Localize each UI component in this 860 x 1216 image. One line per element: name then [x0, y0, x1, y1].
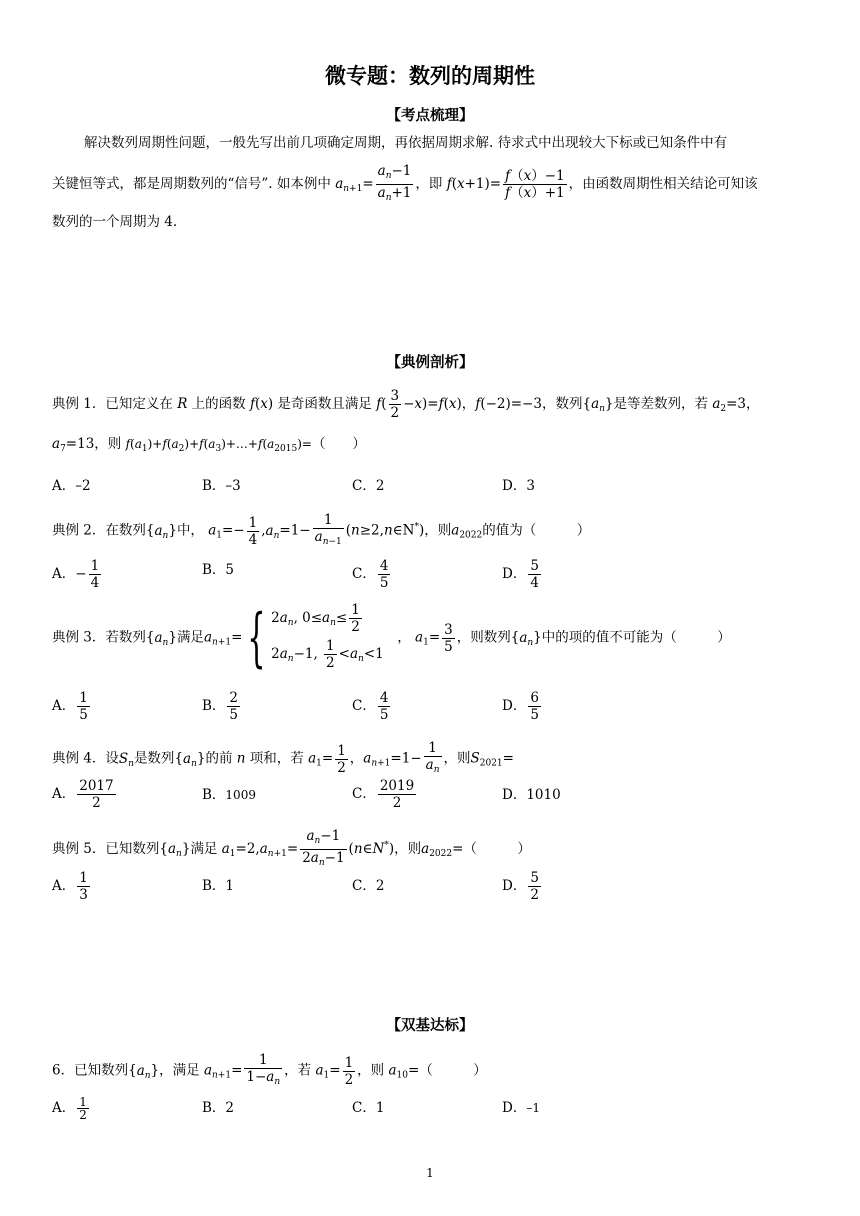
section-heading-shuangji: 【双基达标】	[386, 1017, 474, 1034]
problem-5-option-a: A． $\frac{1}{3}$	[52, 870, 88, 903]
problem-1-option-a: A．–2	[52, 478, 91, 494]
problem-2-option-a: A．− $\frac{1}{4}$	[52, 558, 100, 591]
problem-5-option-b: B．1	[202, 878, 235, 894]
kaodian-line-1: 解决数列周期性问题，一般先写出前几项确定周期，再依据周期求解. 待求式中出现较大下标或已知条件中有	[84, 135, 728, 151]
problem-5-option-c: C．2	[352, 878, 385, 894]
problem-1-line-2: $a_7=13$，则 $f(a_1)+f(a_2)+f(a_3)+\dots+f(a_{2015})=$（ ）	[52, 436, 366, 454]
problem-6-option-a: A． $\frac{1}{2}$	[52, 1095, 87, 1122]
problem-4-option-c: C． $\frac{2019}{2}$	[352, 778, 415, 811]
problem-2-option-d: D． $\frac{5}{4}$	[502, 558, 539, 591]
kaodian-line-3: 数列的一个周期为 4.	[52, 214, 178, 230]
problem-3-stem: 典例 3．若数列$\{a_n\}$满足$a_{n+1}=${ $2a_n$, $0\le a_n\le$ $\frac{1}{2}$ $2a_n-1$, $\frac{1}{2}$ $<a_n<1$ ， $a_1=$ $\frac{3}{5}$ ，则数列$\{a_n\}$中的项的值不可能为（ ）	[52, 601, 731, 675]
problem-4-option-b: B．1009	[202, 787, 256, 803]
problem-1-option-c: C．2	[352, 478, 385, 494]
problem-4-option-a: A． $\frac{2017}{2}$	[52, 778, 114, 811]
problem-6-stem: 6．已知数列$\{a_n\}$，满足 $a_{n+1}=$ $\frac{1}{1-a_n}$ ，若 $a_1=$ $\frac{1}{2}$ ，则 $a_{10}=$（ ）	[52, 1052, 487, 1088]
problem-4-option-d: D．1010	[502, 787, 561, 803]
problem-3-option-c: C． $\frac{4}{5}$	[352, 690, 389, 723]
page-title: 微专题：数列的周期性	[325, 64, 535, 88]
section-heading-kaodian: 【考点梳理】	[386, 107, 474, 124]
page-number: 1	[426, 1166, 434, 1180]
problem-1-line-1: 典例 1．已知定义在 R 上的函数 f(x) 是奇函数且满足 f( $\frac{3}{2}$ −x)=f(x)，f(−2)=−3，数列$\{a_n\}$是等差数列，若 $a_2=3$，	[52, 388, 760, 421]
kaodian-line-2: 关键恒等式，都是周期数列的“信号”. 如本例中 $a_{n+1}=$ $\frac{a_n-1}{a_n+1}$ ，即 f(x+1)= $\frac{f(x)-1}{f(x)+1}$ ，由函数周期性相关结论可知该	[52, 163, 758, 203]
problem-4-stem: 典例 4．设$S_n$是数列$\{a_n\}$的前 n 项和，若 $a_1=$ $\frac{1}{2}$ ，$a_{n+1}=1-$ $\frac{1}{a_n}$ ，则$S_{2021}=$	[52, 740, 514, 776]
problem-3-option-b: B． $\frac{2}{5}$	[202, 690, 239, 723]
problem-6-option-d: D．–1	[502, 1100, 540, 1116]
problem-1-option-b: B．–3	[202, 478, 241, 494]
problem-5-stem: 典例 5．已知数列$\{a_n\}$满足 $a_1=2,a_{n+1}=$ $\frac{a_n-1}{2a_n-1}$ (n∈N*)，则$a_{2022}=$（ ）	[52, 828, 531, 868]
problem-6-option-c: C．1	[352, 1100, 385, 1116]
problem-2-stem: 典例 2．在数列$\{a_n\}$中， $a_1=-$ $\frac{1}{4}$ $,a_n=1-$ $\frac{1}{a_{n-1}}$ (n≥2,n∈N*)，则$a_{2022}$的值为（ ）	[52, 512, 591, 548]
problem-5-option-d: D． $\frac{5}{2}$	[502, 870, 539, 903]
problem-6-option-b: B．2	[202, 1100, 235, 1116]
section-heading-dianli: 【典例剖析】	[386, 354, 474, 371]
problem-1-option-d: D．3	[502, 478, 535, 494]
problem-3-option-d: D． $\frac{6}{5}$	[502, 690, 539, 723]
problem-3-option-a: A． $\frac{1}{5}$	[52, 690, 88, 723]
problem-2-option-c: C． $\frac{4}{5}$	[352, 558, 389, 591]
problem-2-option-b: B．5	[202, 562, 235, 578]
